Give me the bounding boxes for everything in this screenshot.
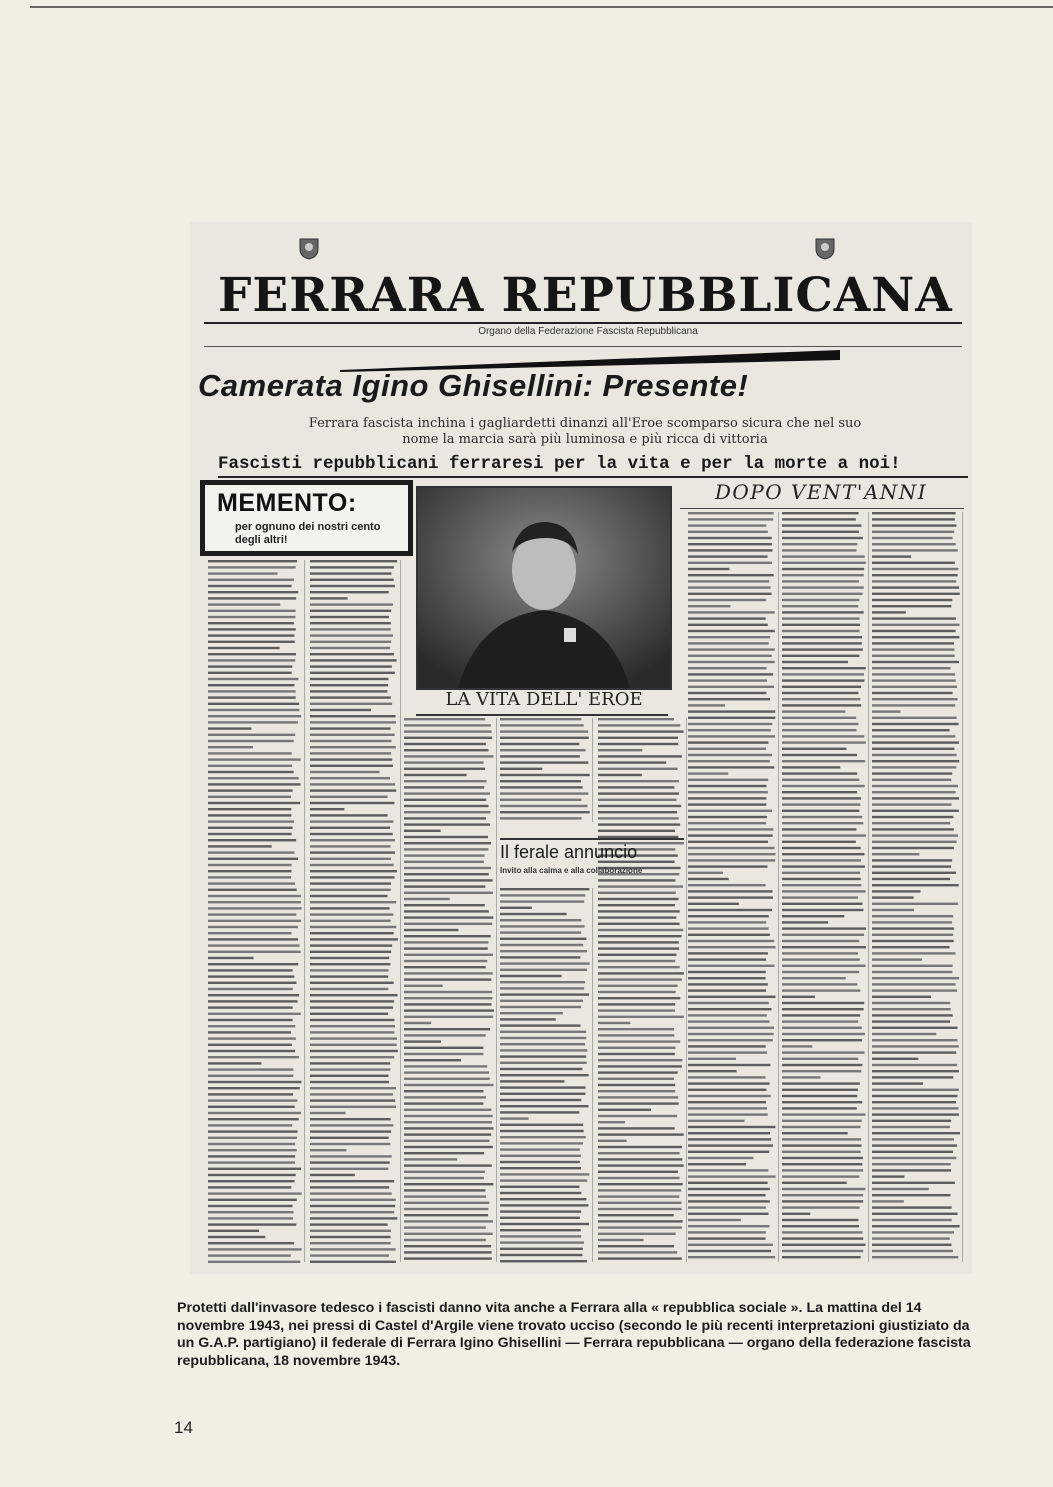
- memento-text: per ognuno dei nostri cento degli altri!: [235, 521, 381, 546]
- newspaper-subtitle: Organo della Federazione Fascista Repubblicana: [478, 326, 698, 337]
- newspaper-title: FERRARA REPUBBLICANA: [218, 268, 953, 323]
- column-headline: DOPO VENT'ANNI: [714, 480, 928, 504]
- figure-caption: Protetti dall'invasore tedesco i fascisti danno vita anche a Ferrara alla « repubblica sociale ». La mattina del 14 novembre 1943, nei pressi di Castel d'Argile viene trovato ucciso (secondo le più recenti interpretazioni giustiziato da un G.A.P. partigiano) il federale di Ferrara Igino Ghisellini — Ferrara repubblicana — organo della federazione fascista repubblicana, 18 novembre 1943.: [177, 1300, 971, 1369]
- slogan: Fascisti repubblicani ferraresi per la vita e per la morte a noi!: [218, 454, 968, 478]
- page-number: 14: [174, 1418, 193, 1437]
- column-rule: [680, 508, 964, 509]
- emblem-icon: [298, 236, 320, 260]
- memento-title: MEMENTO:: [217, 489, 357, 517]
- deck: Ferrara fascista inchina i gagliardetti dinanzi all'Eroe scomparso sicura che nel suo nome la marcia sarà più luminosa e più ricca di vittoria: [308, 416, 862, 447]
- ferale-subtitle: Invito alla calma e alla collaborazione: [500, 866, 643, 875]
- memento-box: [200, 480, 413, 556]
- ferale-title: Il ferale annuncio: [500, 842, 638, 862]
- photo-caption: LA VITA DELL' EROE: [445, 689, 643, 710]
- top-rule: [30, 6, 1053, 8]
- portrait-photo: [416, 486, 672, 690]
- headline: Camerata Igino Ghisellini: Presente!: [198, 368, 749, 403]
- newspaper-clipping: [190, 222, 972, 1274]
- emblem-icon: [814, 236, 836, 260]
